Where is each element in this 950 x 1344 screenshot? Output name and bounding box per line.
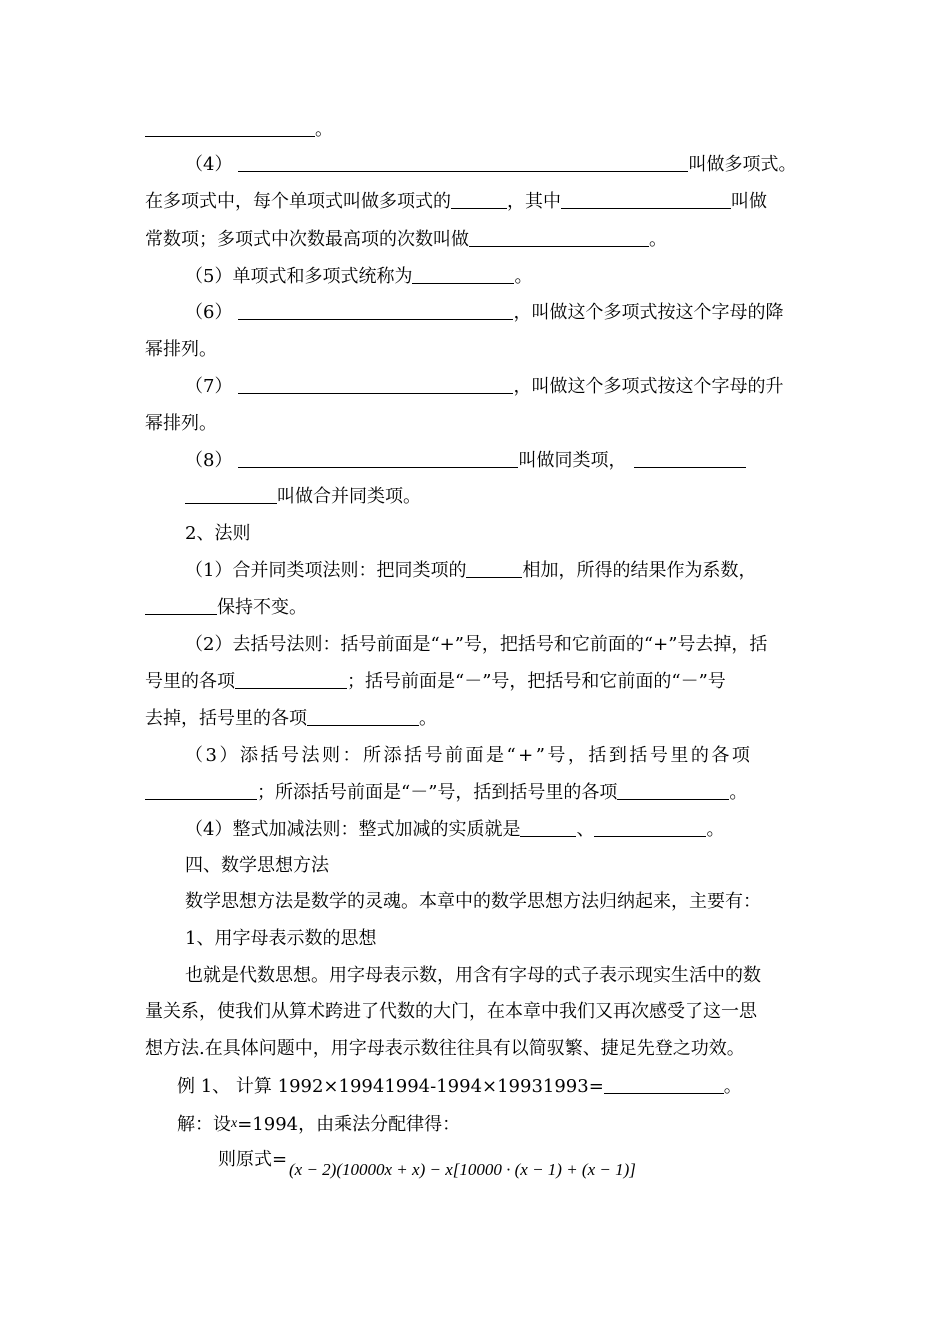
line-text: 。 (315, 119, 333, 140)
line-text: 。 (649, 229, 667, 250)
fill-blank[interactable] (238, 375, 513, 394)
line-text: （3）添括号法则：所添括号前面是“+”号，括到括号里的各项 (185, 745, 753, 766)
line-text: ；所添括号前面是“－”号，括到括号里的各项 (257, 782, 618, 803)
item-number: （7） (185, 376, 233, 397)
text-line (185, 559, 756, 583)
math-expression: (x − 2)(10000x + x) − x[10000 · (x − 1) + (x − 1)] (289, 1160, 636, 1179)
fill-blank[interactable] (145, 596, 217, 615)
section-heading (185, 522, 250, 546)
text-line (185, 265, 532, 289)
line-text: （4）整式加减法则：整式加减的实质就是 (185, 819, 521, 840)
line-text: 。 (706, 819, 725, 840)
fill-blank[interactable] (145, 781, 257, 800)
line-text: 1、用字母表示数的思想 (185, 928, 377, 949)
text-line (145, 190, 767, 214)
fill-blank[interactable] (469, 228, 649, 247)
line-text: 。 (729, 782, 748, 803)
fill-blank[interactable] (634, 449, 746, 468)
line-text: 四、数学思想方法 (185, 855, 329, 876)
line-text: ，叫做这个多项式按这个字母的升 (513, 376, 784, 397)
line-text: ，叫做这个多项式按这个字母的降 (513, 302, 784, 323)
line-text: 在多项式中，每个单项式叫做多项式的 (145, 191, 451, 212)
section-heading (185, 854, 329, 878)
text-line (145, 412, 217, 436)
text-line (145, 118, 333, 142)
text-line (185, 633, 767, 657)
text-line (145, 338, 217, 362)
text-line (218, 1148, 287, 1172)
fill-blank[interactable] (145, 118, 315, 137)
line-text: ；括号前面是“－”号，把括号和它前面的“－”号 (347, 671, 726, 692)
line-text: 则原式= (218, 1149, 288, 1170)
text-line (177, 1075, 742, 1099)
line-text: 去掉，括号里的各项 (145, 708, 307, 729)
fill-blank[interactable] (466, 559, 522, 578)
line-text: 叫做合并同类项。 (277, 486, 421, 507)
text-line (185, 301, 783, 325)
fill-blank[interactable] (412, 265, 514, 284)
text-line (145, 596, 307, 620)
line-text: （5）单项式和多项式统称为 (185, 266, 413, 287)
line-text: 号里的各项 (145, 671, 235, 692)
text-line (185, 485, 421, 509)
fill-blank[interactable] (238, 449, 518, 468)
fill-blank[interactable] (520, 818, 576, 837)
line-text: 数学思想方法是数学的灵魂。本章中的数学思想方法归纳起来，主要有： (185, 891, 761, 912)
fill-blank[interactable] (307, 707, 419, 726)
line-text: 想方法.在具体问题中，用字母表示数往往具有以简驭繁、捷足先登之功效。 (145, 1038, 745, 1059)
fill-blank[interactable] (617, 781, 729, 800)
math-variable: x (231, 1116, 238, 1131)
text-line (185, 744, 752, 768)
fill-blank[interactable] (235, 670, 347, 689)
line-text: ，其中 (507, 191, 561, 212)
line-text: 叫做同类项， (518, 450, 627, 471)
text-line (185, 890, 761, 914)
fill-blank[interactable] (451, 190, 507, 209)
line-text: 2、法则 (185, 523, 251, 544)
text-line (145, 781, 747, 805)
text-line (185, 153, 796, 177)
text-line (185, 449, 746, 473)
text-line (145, 228, 667, 252)
text-line (145, 1037, 745, 1061)
item-number: （4） (185, 154, 233, 175)
line-text: （2）去括号法则：括号前面是“+”号，把括号和它前面的“+”号去掉，括 (185, 634, 768, 655)
line-text: 、 (576, 819, 595, 840)
fill-blank[interactable] (238, 301, 513, 320)
fill-blank[interactable] (594, 818, 706, 837)
text-line (145, 1000, 757, 1024)
item-number: （8） (185, 450, 233, 471)
line-text: 相加，所得的结果作为系数， (522, 560, 757, 581)
line-text: 解：设 (177, 1114, 231, 1135)
line-text: 叫做多项式。 (688, 154, 797, 175)
line-text: 。 (419, 708, 437, 729)
text-line (177, 1112, 460, 1137)
line-text: 量关系，使我们从算术跨进了代数的大门，在本章中我们又再次感受了这一思 (145, 1001, 757, 1022)
line-text: 保持不变。 (217, 597, 307, 618)
text-line (145, 707, 437, 731)
text-line (185, 964, 761, 988)
line-text: =1994，由乘法分配律得： (237, 1114, 461, 1135)
fill-blank[interactable] (561, 190, 731, 209)
line-text: （1）合并同类项法则：把同类项的 (185, 560, 467, 581)
line-text: 例 1、 计算 1992×19941994-1994×19931993= (177, 1076, 604, 1097)
fill-blank[interactable] (238, 153, 688, 172)
fill-blank[interactable] (604, 1075, 724, 1094)
text-line (185, 818, 724, 842)
line-text: 幂排列。 (145, 413, 217, 434)
item-number: （6） (185, 302, 233, 323)
fill-blank[interactable] (185, 485, 277, 504)
line-text: 。 (723, 1076, 742, 1097)
line-text: 也就是代数思想。用字母表示数，用含有字母的式子表示现实生活中的数 (185, 965, 761, 986)
line-text: 。 (514, 266, 533, 287)
text-line (185, 375, 783, 399)
text-line (145, 670, 726, 694)
line-text: 幂排列。 (145, 339, 217, 360)
section-heading (185, 927, 376, 951)
line-text: 叫做 (731, 191, 767, 212)
line-text: 常数项；多项式中次数最高项的次数叫做 (145, 229, 469, 250)
